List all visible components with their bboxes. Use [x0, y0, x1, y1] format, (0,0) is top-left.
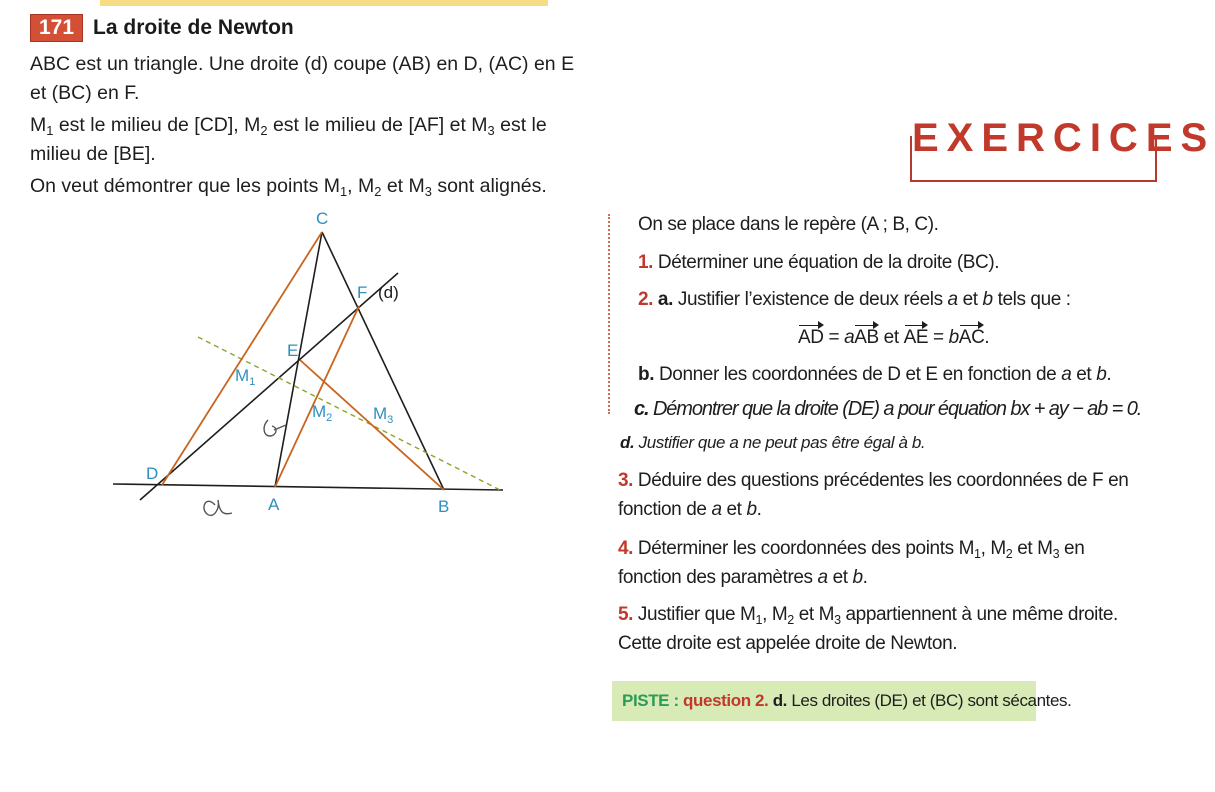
question-5: 5. Justifier que $M_1$, $M_2$ et $M_3$ appartiennent à une même droite. Cette droite est appelée droite de Newton.	[618, 604, 1118, 654]
exercise-number-badge: 171	[30, 14, 83, 42]
question-4: 4. Déterminer les coordonnées des points $M_1$, $M_2$ et $M_3$ en fonction des paramètres a et b.	[618, 538, 1085, 588]
question-2a-vector-equation: AD = aAB et AE = bAC.	[798, 327, 990, 348]
label-m2: $M_2$	[312, 402, 333, 424]
statement-line-5: On veut démontrer que les points $M_1$, $M_2$ et $M_3$ sont alignés.	[30, 175, 547, 199]
hint-question-ref: question 2.	[678, 691, 769, 710]
newton-line-figure	[0, 0, 620, 560]
line-ab	[113, 484, 503, 490]
statement-line-4: milieu de [BE].	[30, 143, 156, 165]
label-line-d: (d)	[378, 283, 399, 302]
question-2d: d. Justifier que a ne peut pas être égal à b.	[620, 433, 926, 452]
question-2a: 2. a. Justifier l’existence de deux réels a et b tels que :	[638, 289, 1071, 310]
label-a: A	[268, 495, 280, 514]
statement-line-2: et (BC) en F.	[30, 82, 140, 104]
hint-tag: PISTE :	[622, 691, 679, 710]
label-b: B	[438, 497, 450, 516]
newton-line	[198, 337, 500, 490]
label-m3: $M_3$	[373, 404, 394, 426]
label-f: F	[357, 283, 368, 302]
question-2b: b. Donner les coordonnées de D et E en fonction de a et b.	[638, 364, 1112, 385]
label-c: C	[316, 209, 329, 228]
handwritten-a-mark	[204, 500, 232, 515]
question-intro: On se place dans le repère (A ; B, C).	[638, 214, 939, 235]
exercise-title: La droite de Newton	[93, 16, 294, 39]
dotted-separator	[608, 214, 610, 414]
question-3: 3. Déduire des questions précédentes les coordonnées de F en fonction de a et b.	[618, 470, 1129, 520]
stamp-text: EXERCICES	[912, 116, 1215, 160]
question-2c: c. Démontrer que la droite (DE) a pour équation bx + ay − ab = 0.	[634, 398, 1142, 420]
statement-line-1: ABC est un triangle. Une droite (d) coupe (AB) en D, (AC) en E	[30, 53, 575, 75]
side-bc	[322, 232, 444, 490]
label-e: E	[287, 341, 299, 360]
handwritten-b-mark	[264, 420, 286, 436]
hint-box	[612, 681, 1072, 721]
label-m1: $M_1$	[235, 366, 256, 388]
hint-text: Les droites (DE) et (BC) sont sécantes.	[787, 691, 1072, 710]
label-d: D	[146, 464, 159, 483]
statement-line-3: $M_1$ est le milieu de [CD], $M_2$ est le milieu de [AF] et $M_3$ est le	[30, 114, 547, 138]
question-1: 1. Déterminer une équation de la droite (BC).	[638, 252, 1000, 273]
hint-part-label: d.	[768, 691, 788, 710]
segment-af	[275, 306, 359, 487]
segment-be	[300, 360, 444, 490]
exercices-stamp	[910, 116, 1215, 182]
